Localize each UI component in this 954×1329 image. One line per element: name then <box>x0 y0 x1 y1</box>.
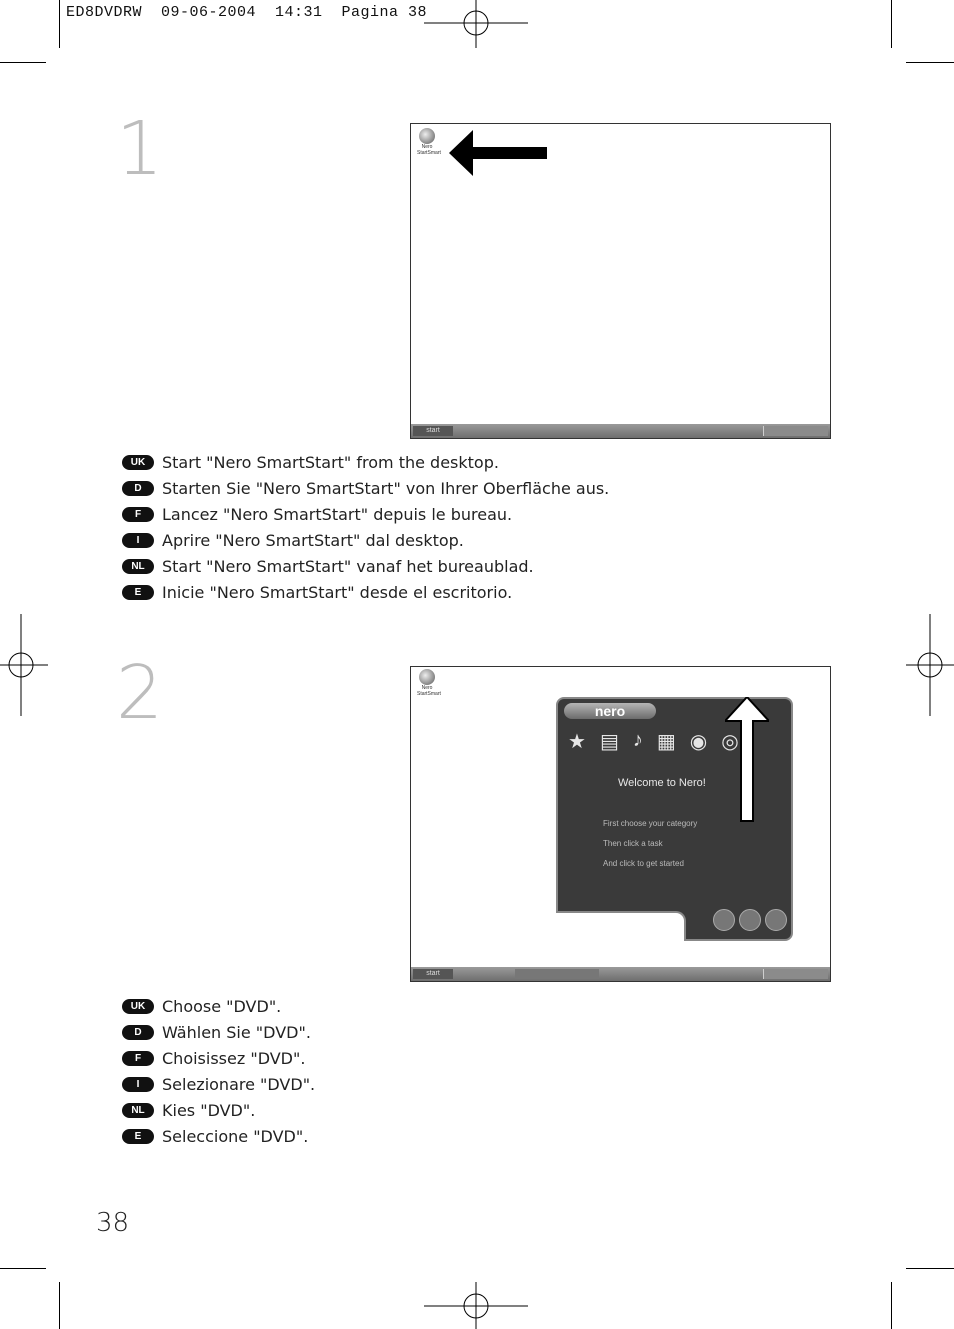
dvd-icon[interactable]: ◎ <box>721 731 739 753</box>
instruction-text: Starten Sie "Nero SmartStart" von Ihrer Oberfläche aus. <box>162 478 610 498</box>
instruction-row <box>122 501 609 527</box>
favorites-star-icon[interactable]: ★ <box>568 731 586 753</box>
audio-note-icon[interactable]: ♪ <box>632 729 643 751</box>
instruction-row <box>122 553 609 579</box>
welcome-line: And click to get started <box>603 859 684 868</box>
pointer-arrow-left-icon <box>449 130 549 176</box>
lang-badge: I <box>122 533 154 548</box>
instruction-text: Inicie "Nero SmartStart" desde el escritorio. <box>162 582 513 602</box>
welcome-heading: Welcome to Nero! <box>618 777 706 789</box>
screenshot-nero-window <box>410 666 831 982</box>
taskbar <box>411 967 830 981</box>
instruction-row <box>122 527 609 553</box>
print-slug: ED8DVDRW 09-06-2004 14:31 Pagina 38 <box>66 4 428 21</box>
registration-mark-bottom <box>424 1282 528 1329</box>
step-number: 2 <box>116 650 164 736</box>
lang-badge: UK <box>122 999 154 1014</box>
crop-mark <box>891 1282 892 1329</box>
copy-icon[interactable]: ▦ <box>656 731 676 753</box>
instruction-text: Aprire "Nero SmartStart" dal desktop. <box>162 530 464 550</box>
instruction-text: Kies "DVD". <box>162 1100 256 1120</box>
nero-logo: nero <box>564 703 656 719</box>
data-document-icon[interactable]: ▤ <box>599 731 619 753</box>
step-number: 1 <box>116 106 164 192</box>
lang-badge: F <box>122 1051 154 1066</box>
window-footer-buttons <box>687 909 787 935</box>
system-tray <box>763 969 828 979</box>
instruction-text: Selezionare "DVD". <box>162 1074 316 1094</box>
lang-badge: NL <box>122 559 154 574</box>
instruction-list-step-1 <box>122 449 609 605</box>
nero-icon <box>419 128 435 144</box>
nero-startsmart-desktop-icon[interactable]: Nero StartSmart <box>417 669 437 699</box>
lang-badge: E <box>122 585 154 600</box>
crop-mark <box>59 0 60 48</box>
registration-mark-right <box>906 614 954 716</box>
category-bar <box>568 729 739 754</box>
instruction-text: Choisissez "DVD". <box>162 1048 306 1068</box>
pointer-arrow-up-icon <box>725 697 769 823</box>
registration-mark-top <box>424 0 528 48</box>
start-button[interactable]: start <box>413 969 453 979</box>
instruction-row <box>122 1019 315 1045</box>
registration-mark-left <box>0 614 48 716</box>
instruction-text: Start "Nero SmartStart" from the desktop. <box>162 452 499 472</box>
taskbar-task-nero[interactable] <box>515 969 599 979</box>
instruction-row <box>122 1123 315 1149</box>
nero-icon <box>419 669 435 685</box>
instruction-list-step-2 <box>122 993 315 1149</box>
lang-badge: I <box>122 1077 154 1092</box>
instruction-row <box>122 1045 315 1071</box>
lang-badge: UK <box>122 455 154 470</box>
lang-badge: D <box>122 1025 154 1040</box>
instruction-row <box>122 993 315 1019</box>
crop-mark <box>906 62 954 63</box>
footer-button[interactable] <box>713 909 735 931</box>
instruction-text: Choose "DVD". <box>162 996 282 1016</box>
crop-mark <box>0 62 46 63</box>
window-notch <box>556 911 686 941</box>
instruction-row <box>122 475 609 501</box>
lang-badge: E <box>122 1129 154 1144</box>
footer-button[interactable] <box>765 909 787 931</box>
footer-button[interactable] <box>739 909 761 931</box>
crop-mark <box>0 1268 46 1269</box>
instruction-row <box>122 449 609 475</box>
instruction-row <box>122 1071 315 1097</box>
lang-badge: NL <box>122 1103 154 1118</box>
crop-mark <box>59 1282 60 1329</box>
instruction-row <box>122 1097 315 1123</box>
instruction-text: Lancez "Nero SmartStart" depuis le bureau. <box>162 504 513 524</box>
screenshot-desktop <box>410 123 831 439</box>
lang-badge: F <box>122 507 154 522</box>
taskbar <box>411 424 830 438</box>
start-button[interactable]: start <box>413 426 453 436</box>
welcome-line: First choose your category <box>603 819 698 828</box>
page-number: 38 <box>96 1208 130 1238</box>
nero-startsmart-desktop-icon[interactable]: Nero StartSmart <box>417 128 437 158</box>
system-tray <box>763 426 828 436</box>
instruction-text: Seleccione "DVD". <box>162 1126 309 1146</box>
lang-badge: D <box>122 481 154 496</box>
instruction-text: Wählen Sie "DVD". <box>162 1022 311 1042</box>
crop-mark <box>891 0 892 48</box>
crop-mark <box>906 1268 954 1269</box>
instruction-text: Start "Nero SmartStart" vanaf het bureaublad. <box>162 556 534 576</box>
welcome-line: Then click a task <box>603 839 663 848</box>
instruction-row <box>122 579 609 605</box>
photo-video-icon[interactable]: ◉ <box>689 731 708 753</box>
